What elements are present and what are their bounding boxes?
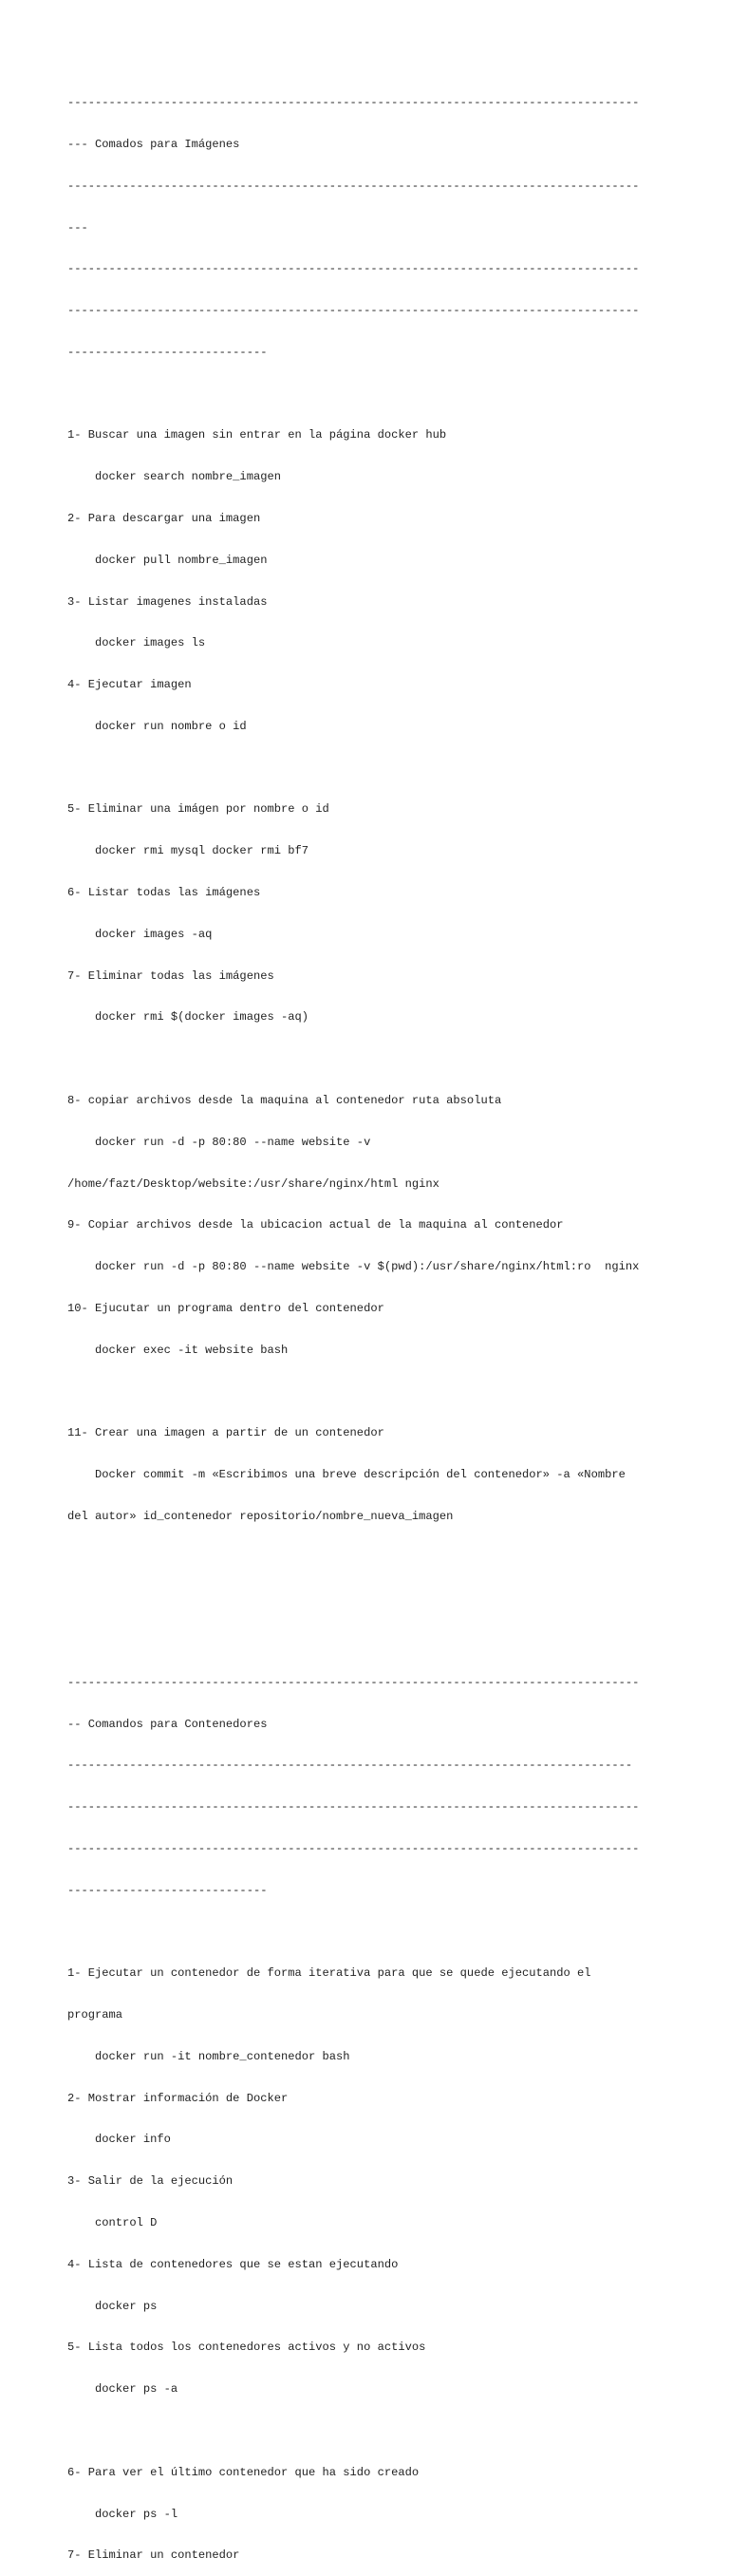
separator-line: ---: [67, 220, 88, 235]
section-heading-images: --- Comados para Imágenes: [67, 137, 240, 151]
command-line: docker info: [67, 2133, 171, 2147]
command-line: docker pull nombre_imagen: [67, 553, 268, 567]
blank-line: [67, 1634, 675, 1648]
command-line: docker run -d -p 80:80 --name website -v $(pwd):/usr/share/nginx/html:ro nginx: [67, 1260, 640, 1274]
blank-line: [67, 762, 675, 776]
command-line: docker run -it nombre_contenedor bash: [67, 2049, 350, 2063]
blank-line: [67, 1551, 675, 1566]
list-item: 5- Eliminar una imágen por nombre o id: [67, 802, 329, 817]
document-body: [67, 68, 675, 2576]
command-line: del autor» id_contenedor repositorio/nombre_nueva_imagen: [67, 1509, 454, 1523]
command-line: docker images ls: [67, 636, 206, 650]
command-line: control D: [67, 2216, 158, 2230]
list-item: 1- Buscar una imagen sin entrar en la página docker hub: [67, 428, 447, 442]
command-line: Docker commit -m «Escribimos una breve descripción del contenedor» -a «Nombre: [67, 1467, 626, 1481]
command-line: docker images -aq: [67, 927, 213, 941]
blank-line: [67, 1052, 675, 1066]
list-item: programa: [67, 2008, 123, 2022]
list-item: 1- Ejecutar un contenedor de forma iterativa para que se quede ejecutando el: [67, 1966, 591, 1981]
command-line: docker ps: [67, 2299, 158, 2313]
list-item: 7- Eliminar un contenedor: [67, 2548, 240, 2563]
separator-line: -----------------------------: [67, 1883, 268, 1897]
blank-line: [67, 387, 675, 402]
list-item: 4- Lista de contenedores que se estan ejecutando: [67, 2257, 399, 2271]
list-item: 10- Ejucutar un programa dentro del contenedor: [67, 1301, 384, 1315]
separator-line: -----------------------------------------------------------------------------------: [67, 1800, 640, 1814]
separator-line: -----------------------------: [67, 345, 268, 359]
list-item: 6- Listar todas las imágenes: [67, 886, 261, 900]
separator-line: -----------------------------------------------------------------------------------: [67, 179, 640, 193]
list-item: 9- Copiar archivos desde la ubicacion actual de la maquina al contenedor: [67, 1218, 564, 1232]
list-item: 8- copiar archivos desde la maquina al contenedor ruta absoluta: [67, 1093, 502, 1107]
command-line: docker exec -it website bash: [67, 1343, 289, 1357]
command-line: docker rmi $(docker images -aq): [67, 1010, 309, 1025]
list-item: 3- Listar imagenes instaladas: [67, 594, 268, 609]
list-item: 11- Crear una imagen a partir de un contenedor: [67, 1426, 384, 1440]
blank-line: [67, 1592, 675, 1607]
blank-line: [67, 1926, 675, 1940]
list-item: 7- Eliminar todas las imágenes: [67, 968, 274, 983]
list-item: 5- Lista todos los contenedores activos y no activos: [67, 2341, 426, 2355]
command-line: docker ps -l: [67, 2507, 178, 2521]
command-line: /home/fazt/Desktop/website:/usr/share/nginx/html nginx: [67, 1176, 439, 1191]
separator-line: -----------------------------------------------------------------------------------: [67, 1675, 640, 1689]
list-item: 2- Mostrar información de Docker: [67, 2091, 289, 2105]
separator-line: ----------------------------------------------------------------------------------: [67, 1758, 633, 1773]
command-line: docker ps -a: [67, 2382, 178, 2397]
separator-line: -----------------------------------------------------------------------------------: [67, 304, 640, 318]
list-item: 4- Ejecutar imagen: [67, 678, 192, 692]
separator-line: -----------------------------------------------------------------------------------: [67, 1842, 640, 1855]
command-line: docker rmi mysql docker rmi bf7: [67, 844, 309, 858]
separator-line: -----------------------------------------------------------------------------------: [67, 96, 640, 110]
command-line: docker run nombre o id: [67, 719, 247, 733]
list-item: 2- Para descargar una imagen: [67, 512, 261, 525]
blank-line: [67, 2424, 675, 2438]
section-heading-containers: -- Comandos para Contenedores: [67, 1717, 268, 1731]
list-item: 3- Salir de la ejecución: [67, 2174, 234, 2189]
list-item: 6- Para ver el último contenedor que ha sido creado: [67, 2465, 420, 2479]
blank-line: [67, 1384, 675, 1399]
separator-line: -----------------------------------------------------------------------------------: [67, 262, 640, 276]
command-line: docker run -d -p 80:80 --name website -v: [67, 1135, 371, 1149]
command-line: docker search nombre_imagen: [67, 470, 281, 484]
